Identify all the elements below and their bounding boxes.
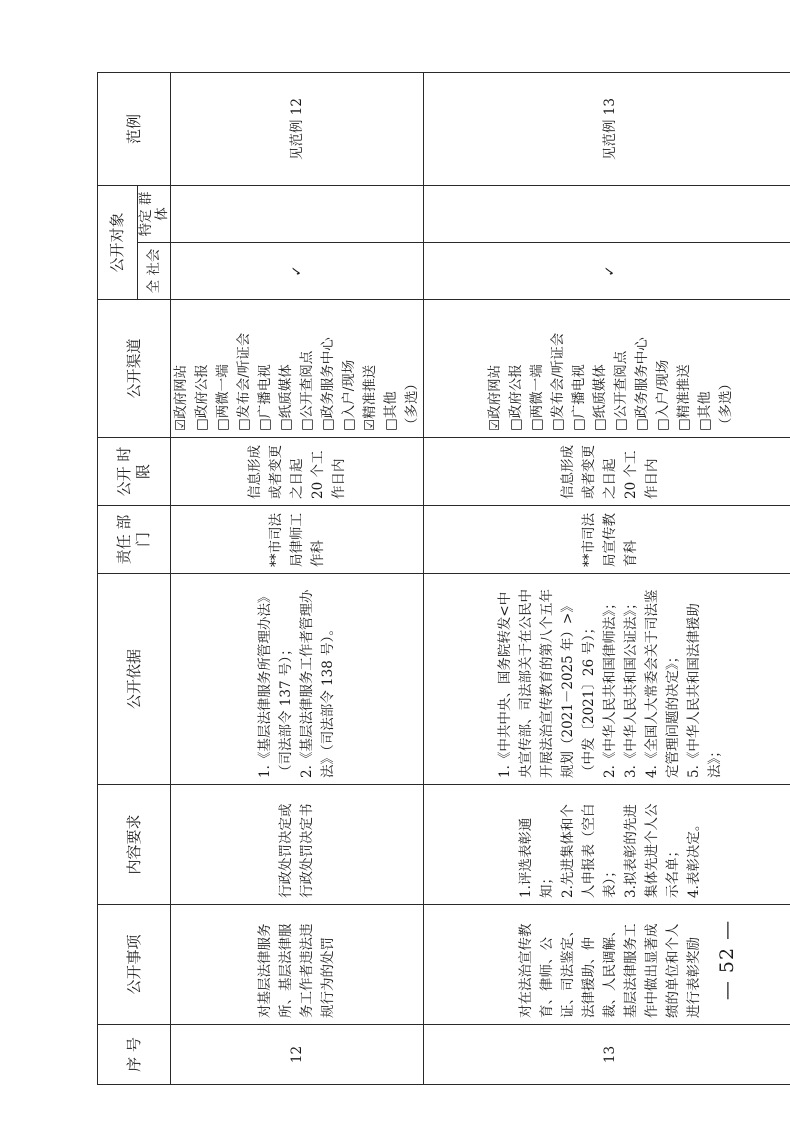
- page-number-wrapper: [716, 900, 746, 1020]
- header-item: 公开事项: [98, 905, 171, 1025]
- row-seq: 13: [424, 1025, 790, 1085]
- header-channel: 公开渠道: [98, 300, 171, 438]
- header-row-1: [98, 72, 138, 1084]
- header-audience-all: 全 社会: [138, 243, 171, 300]
- row-item: 对基层法律服务所、基层法律服务工作者违法违规行为的处罚: [171, 905, 424, 1025]
- row-basis: 1.《基层法律服务所管理办法》（司法部令 137 号）； 2.《基层法律服务工作者管理办法》（司法部令 138 号）。: [171, 574, 424, 785]
- row-audience-specific: [171, 185, 424, 242]
- header-audience: 公开对象: [98, 185, 138, 299]
- row-audience-specific: [424, 185, 790, 242]
- row-time-limit: 信息形成或者变更之日起 20 个工作日内: [424, 438, 790, 506]
- row-dept: **市司法局律师工作科: [171, 506, 424, 574]
- header-dept: 责任 部门: [98, 506, 171, 574]
- header-content: 内容要求: [98, 785, 171, 905]
- row-audience-all-check: ✓: [424, 243, 790, 300]
- rotated-page: [97, 73, 790, 1085]
- row-item: 对在法治宣传教育、律师、公证、司法鉴定、法律援助、仲裁、人民调解、基层法律服务工作中做出显著成绩的单位和个人进行表彰奖励: [424, 905, 790, 1025]
- row-dept: **市司法局宣传教育科: [424, 506, 790, 574]
- table-row: [171, 72, 424, 1084]
- header-seq: 序 号: [98, 1025, 171, 1085]
- row-content: 1.评选表彰通知； 2.先进集体和个人申报表（空白表）； 3.拟表彰的先进集体先进个人公示名单； 4.表彰决定。: [424, 785, 790, 905]
- header-example: 范例: [98, 72, 171, 185]
- row-audience-all-check: ✓: [171, 243, 424, 300]
- row-channels: ☑政府网站 □政府公报 □两微一端 □发布会/听证会 □广播电视 □纸质媒体 □公开查阅点 □政务服务中心 □入户/现场 ☑精准推送 □其他 （多选）: [171, 300, 424, 438]
- row-channels: ☑政府网站 □政府公报 □两微一端 □发布会/听证会 □广播电视 □纸质媒体 □公开查阅点 □政务服务中心 □入户/现场 □精准推送 □其他 （多选）: [424, 300, 790, 438]
- row-content: 行政处罚决定或行政处罚决定书: [171, 785, 424, 905]
- row-example: 见范例 13: [424, 72, 790, 185]
- row-time-limit: 信息形成或者变更之日起 20 个工作日内: [171, 438, 424, 506]
- row-basis: 1.《中共中央、国务院转发<中央宣传部、司法部关于在公民中开展法治宣传教育的第八个五年规划（2021－2025 年）>》（中发〔2021〕26 号）； 2.《中华人民共和国律师法》； 3.《中华人民共和国公证法》； 4.《全国人大常委会关于司法鉴定管理问题的决定》； 5.《中华人民共和国法律援助法》；: [424, 574, 790, 785]
- row-seq: 12: [171, 1025, 424, 1085]
- disclosure-table: [97, 72, 790, 1085]
- page-number: — 52 —: [716, 919, 738, 1001]
- header-audience-specific: 特定 群体: [138, 185, 171, 242]
- header-time-limit: 公开 时限: [98, 438, 171, 506]
- header-basis: 公开依据: [98, 574, 171, 785]
- row-example: 见范例 12: [171, 72, 424, 185]
